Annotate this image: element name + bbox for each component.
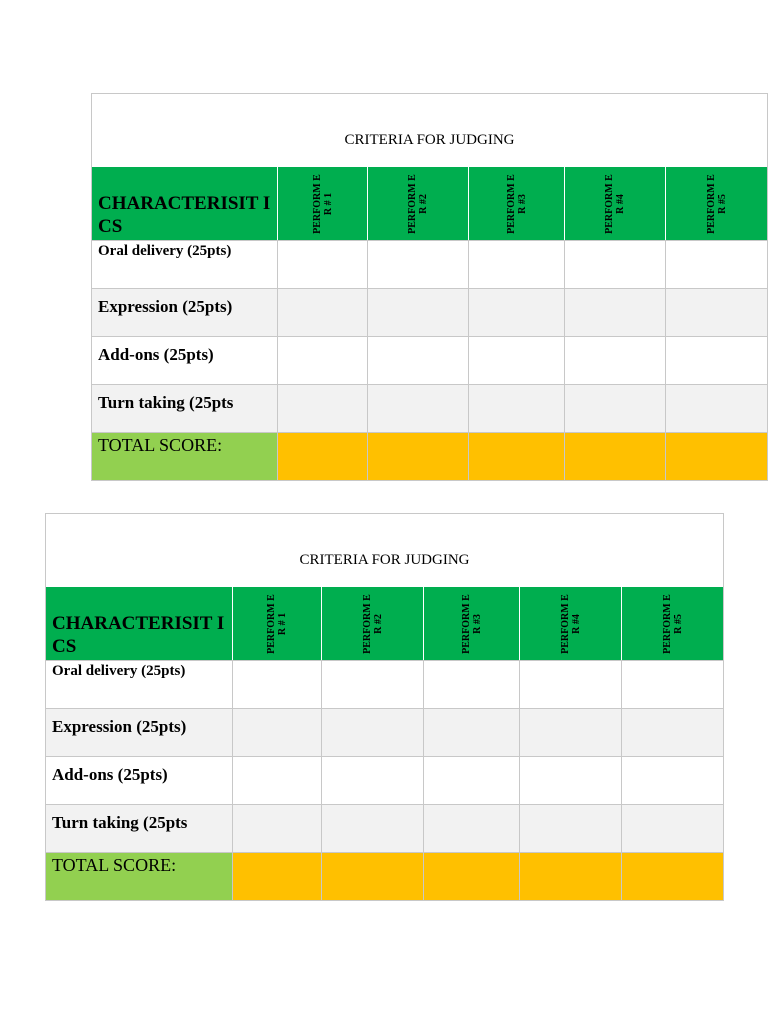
total-score-row [46,852,723,900]
score-cell[interactable] [424,757,520,804]
score-cell[interactable] [278,241,368,288]
score-cell[interactable] [565,337,666,384]
score-cell[interactable] [520,709,622,756]
characteristics-header: CHARACTERISIT ICS [46,587,233,660]
performer-5-header [666,167,767,240]
score-cell[interactable] [278,385,368,432]
performer-4-header [565,167,666,240]
performer-2-header [322,587,424,660]
criterion-label: Turn taking (25pts [92,385,278,432]
performer-4-label: PERFORM ER #4 [604,173,626,234]
total-cell[interactable] [278,433,368,480]
performer-1-label: PERFORM ER # 1 [311,173,334,234]
score-cell[interactable] [469,289,565,336]
total-cell[interactable] [622,853,723,900]
criterion-label: Add-ons (25pts) [92,337,278,384]
criterion-label: Add-ons (25pts) [46,757,233,804]
score-cell[interactable] [666,385,767,432]
criteria-row-turn-taking [46,804,723,852]
total-score-row [92,432,767,480]
score-cell[interactable] [565,385,666,432]
score-cell[interactable] [233,709,322,756]
criterion-label: Oral delivery (25pts) [92,241,278,288]
table-title: CRITERIA FOR JUDGING [299,552,470,568]
total-cell[interactable] [565,433,666,480]
score-cell[interactable] [469,337,565,384]
performer-1-label: PERFORM ER # 1 [266,593,288,654]
score-cell[interactable] [368,289,469,336]
score-cell[interactable] [368,337,469,384]
criteria-row-add-ons [46,756,723,804]
criterion-label: Expression (25pts) [92,289,278,336]
criteria-row-add-ons [92,336,767,384]
score-cell[interactable] [666,241,767,288]
performer-3-label: PERFORM ER #3 [505,173,528,234]
performer-4-label: PERFORM ER #4 [559,593,582,654]
score-cell[interactable] [233,805,322,852]
score-cell[interactable] [424,709,520,756]
score-cell[interactable] [424,661,520,708]
total-score-label: TOTAL SCORE: [46,853,233,900]
performer-2-header [368,167,469,240]
score-cell[interactable] [368,241,469,288]
score-cell[interactable] [278,289,368,336]
total-cell[interactable] [520,853,622,900]
score-cell[interactable] [278,337,368,384]
criteria-row-expression [92,288,767,336]
judging-criteria-table [45,513,724,901]
score-cell[interactable] [322,805,424,852]
header-row [46,587,723,660]
performer-2-label: PERFORM ER #2 [361,593,384,654]
table-title: CRITERIA FOR JUDGING [344,132,515,148]
performer-2-label: PERFORM ER #2 [407,173,429,234]
criteria-row-turn-taking [92,384,767,432]
header-row [92,167,767,240]
performer-4-header [520,587,622,660]
score-cell[interactable] [424,805,520,852]
total-cell[interactable] [368,433,469,480]
total-cell[interactable] [424,853,520,900]
score-cell[interactable] [520,805,622,852]
score-cell[interactable] [565,241,666,288]
score-cell[interactable] [322,661,424,708]
score-cell[interactable] [622,709,723,756]
criteria-row-oral-delivery [46,660,723,708]
performer-1-header [278,167,368,240]
performer-5-label: PERFORM ER #5 [661,593,684,654]
total-cell[interactable] [322,853,424,900]
total-score-label: TOTAL SCORE: [92,433,278,480]
score-cell[interactable] [469,241,565,288]
score-cell[interactable] [666,289,767,336]
criterion-label: Expression (25pts) [46,709,233,756]
score-cell[interactable] [622,805,723,852]
criterion-label: Turn taking (25pts [46,805,233,852]
score-cell[interactable] [565,289,666,336]
total-cell[interactable] [233,853,322,900]
score-cell[interactable] [622,661,723,708]
performer-1-header [233,587,322,660]
score-cell[interactable] [233,661,322,708]
characteristics-header: CHARACTERISIT ICS [92,167,278,240]
performer-5-header [622,587,723,660]
performer-5-label: PERFORM ER #5 [705,173,728,234]
score-cell[interactable] [520,757,622,804]
score-cell[interactable] [622,757,723,804]
performer-3-label: PERFORM ER #3 [460,593,483,654]
criteria-row-expression [46,708,723,756]
score-cell[interactable] [368,385,469,432]
score-cell[interactable] [469,385,565,432]
performer-3-header [469,167,565,240]
criterion-label: Oral delivery (25pts) [46,661,233,708]
score-cell[interactable] [666,337,767,384]
score-cell[interactable] [520,661,622,708]
score-cell[interactable] [233,757,322,804]
total-cell[interactable] [469,433,565,480]
score-cell[interactable] [322,757,424,804]
judging-criteria-table [91,93,768,481]
total-cell[interactable] [666,433,767,480]
performer-3-header [424,587,520,660]
score-cell[interactable] [322,709,424,756]
criteria-row-oral-delivery [92,240,767,288]
